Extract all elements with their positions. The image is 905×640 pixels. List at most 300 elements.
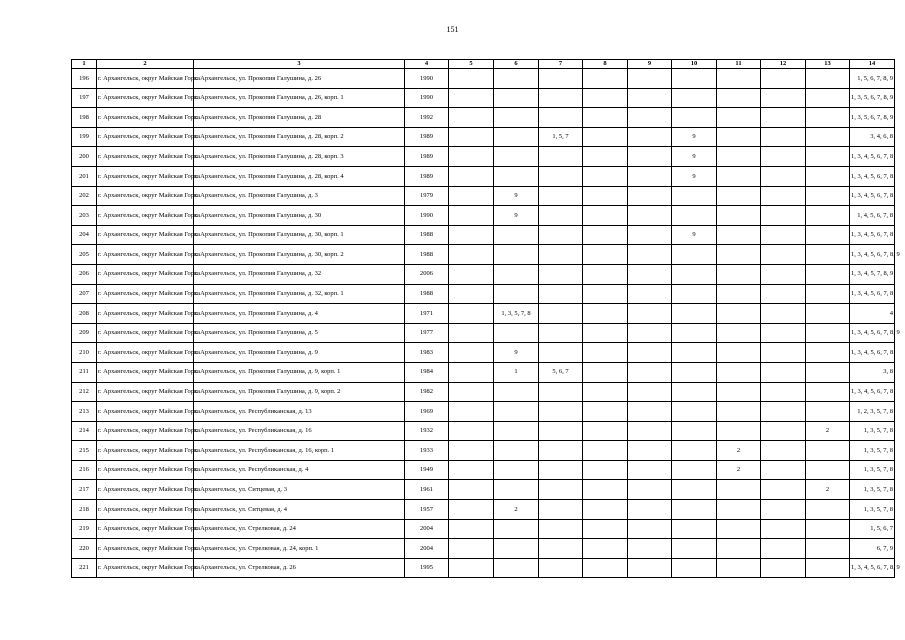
table-cell-col-3: г. Архангельск, ул. Ситцевая, д. 3: [194, 480, 405, 500]
table-cell-col-7: [539, 402, 583, 422]
table-cell-col-8: [583, 558, 628, 578]
table-cell-col-2: г. Архангельск, округ Майская Горка: [97, 402, 194, 422]
table-cell-col-1: 211: [72, 362, 97, 382]
table-cell-col-12: [761, 166, 806, 186]
table-cell-col-6: 9: [494, 343, 539, 363]
table-cell-col-9: [628, 225, 672, 245]
table-cell-col-11: [717, 323, 761, 343]
table-cell-col-7: [539, 500, 583, 520]
table-cell-col-4: 2004: [405, 539, 449, 559]
table-cell-col-7: [539, 264, 583, 284]
table-cell-col-9: [628, 108, 672, 128]
table-cell-col-14: 1, 3, 4, 5, 6, 7, 8: [850, 186, 895, 206]
table-cell-col-5: [449, 558, 494, 578]
table-cell-col-12: [761, 225, 806, 245]
table-cell-col-8: [583, 147, 628, 167]
table-cell-col-12: [761, 264, 806, 284]
table-cell-col-5: [449, 500, 494, 520]
table-cell-col-13: [806, 519, 850, 539]
table-cell-col-1: 218: [72, 500, 97, 520]
column-header-8: 8: [583, 60, 628, 69]
table-cell-col-8: [583, 69, 628, 89]
table-cell-col-12: [761, 519, 806, 539]
table-cell-col-3: г. Архангельск, ул. Республиканская, д. 16, корп. 1: [194, 441, 405, 461]
table-cell-col-12: [761, 127, 806, 147]
table-cell-col-12: [761, 460, 806, 480]
table-cell-col-3: г. Архангельск, ул. Прокопия Галушина, д. 9: [194, 343, 405, 363]
column-header-11: 11: [717, 60, 761, 69]
table-cell-col-13: [806, 284, 850, 304]
table-cell-col-12: [761, 421, 806, 441]
table-cell-col-14: 3, 8: [850, 362, 895, 382]
table-cell-col-4: 2004: [405, 519, 449, 539]
table-cell-col-12: [761, 245, 806, 265]
table-cell-col-13: [806, 264, 850, 284]
table-row: [72, 460, 895, 480]
table-row: [72, 500, 895, 520]
table-cell-col-9: [628, 500, 672, 520]
table-cell-col-9: [628, 343, 672, 363]
table-row: [72, 480, 895, 500]
table-cell-col-11: [717, 245, 761, 265]
table-cell-col-4: 1990: [405, 206, 449, 226]
table-cell-col-6: [494, 147, 539, 167]
table-cell-col-11: [717, 206, 761, 226]
table-cell-col-9: [628, 519, 672, 539]
table-cell-col-1: 196: [72, 69, 97, 89]
table-cell-col-9: [628, 460, 672, 480]
table-cell-col-10: [672, 108, 717, 128]
table-cell-col-11: [717, 284, 761, 304]
table-cell-col-4: 1932: [405, 421, 449, 441]
table-cell-col-11: [717, 186, 761, 206]
table-cell-col-13: [806, 186, 850, 206]
table-cell-col-3: г. Архангельск, ул. Прокопия Галушина, д. 28: [194, 108, 405, 128]
table-cell-col-7: [539, 245, 583, 265]
table-row: [72, 186, 895, 206]
table-cell-col-10: [672, 460, 717, 480]
table-cell-col-14: 1, 3, 5, 7, 8: [850, 500, 895, 520]
table-cell-col-9: [628, 127, 672, 147]
table-cell-col-4: 1971: [405, 304, 449, 324]
table-cell-col-10: [672, 539, 717, 559]
table-cell-col-14: 1, 3, 4, 5, 6, 7, 8: [850, 343, 895, 363]
table-cell-col-8: [583, 362, 628, 382]
table-cell-col-8: [583, 441, 628, 461]
table-cell-col-11: [717, 558, 761, 578]
table-cell-col-12: [761, 441, 806, 461]
table-cell-col-3: г. Архангельск, ул. Прокопия Галушина, д. 26: [194, 69, 405, 89]
table-row: [72, 343, 895, 363]
table-cell-col-4: 1989: [405, 127, 449, 147]
table-cell-col-4: 1983: [405, 343, 449, 363]
table-cell-col-2: г. Архангельск, округ Майская Горка: [97, 88, 194, 108]
table-cell-col-6: [494, 441, 539, 461]
table-cell-col-14: 1, 3, 4, 5, 6, 7, 8: [850, 225, 895, 245]
table-cell-col-10: [672, 206, 717, 226]
table-row: [72, 264, 895, 284]
table-cell-col-13: [806, 460, 850, 480]
table-cell-col-2: г. Архангельск, округ Майская Горка: [97, 480, 194, 500]
table-cell-col-9: [628, 264, 672, 284]
table-cell-col-5: [449, 108, 494, 128]
table-row: [72, 421, 895, 441]
table-cell-col-2: г. Архангельск, округ Майская Горка: [97, 108, 194, 128]
table-cell-col-13: [806, 88, 850, 108]
table-cell-col-6: [494, 421, 539, 441]
table-cell-col-13: [806, 69, 850, 89]
table-cell-col-3: г. Архангельск, ул. Прокопия Галушина, д. 30: [194, 206, 405, 226]
table-cell-col-7: [539, 225, 583, 245]
table-cell-col-7: [539, 460, 583, 480]
table-cell-col-2: г. Архангельск, округ Майская Горка: [97, 343, 194, 363]
table-cell-col-6: 9: [494, 206, 539, 226]
table-cell-col-12: [761, 147, 806, 167]
table-cell-col-8: [583, 539, 628, 559]
table-cell-col-12: [761, 88, 806, 108]
table-row: [72, 166, 895, 186]
table-cell-col-5: [449, 323, 494, 343]
table-cell-col-7: [539, 343, 583, 363]
table-cell-col-7: [539, 441, 583, 461]
table-cell-col-1: 217: [72, 480, 97, 500]
table-cell-col-13: [806, 382, 850, 402]
table-cell-col-9: [628, 421, 672, 441]
table-cell-col-12: [761, 69, 806, 89]
table-cell-col-5: [449, 147, 494, 167]
table-cell-col-4: 1988: [405, 245, 449, 265]
table-cell-col-3: г. Архангельск, ул. Прокопия Галушина, д. 30, корп. 2: [194, 245, 405, 265]
table-cell-col-14: 4: [850, 304, 895, 324]
table-cell-col-7: 1, 5, 7: [539, 127, 583, 147]
table-cell-col-7: [539, 304, 583, 324]
table-cell-col-6: 1: [494, 362, 539, 382]
building-registry-table: [71, 59, 900, 578]
table-cell-col-3: г. Архангельск, ул. Прокопия Галушина, д. 28, корп. 3: [194, 147, 405, 167]
table-cell-col-3: г. Архангельск, ул. Прокопия Галушина, д. 5: [194, 323, 405, 343]
column-header-5: 5: [449, 60, 494, 69]
table-cell-col-7: [539, 421, 583, 441]
table-cell-col-11: [717, 69, 761, 89]
table-cell-col-7: [539, 558, 583, 578]
table-cell-col-2: г. Архангельск, округ Майская Горка: [97, 558, 194, 578]
table-cell-col-10: 9: [672, 166, 717, 186]
table-cell-col-8: [583, 480, 628, 500]
table-cell-col-10: 9: [672, 147, 717, 167]
table-cell-col-12: [761, 108, 806, 128]
table-cell-col-9: [628, 69, 672, 89]
table-cell-col-6: [494, 323, 539, 343]
table-cell-col-5: [449, 166, 494, 186]
table-cell-col-4: 1988: [405, 284, 449, 304]
table-cell-col-9: [628, 480, 672, 500]
table-cell-col-14: 1, 3, 4, 5, 6, 7, 8, 9: [850, 323, 895, 343]
table-cell-col-8: [583, 402, 628, 422]
table-cell-col-2: г. Архангельск, округ Майская Горка: [97, 69, 194, 89]
table-cell-col-10: [672, 88, 717, 108]
table-cell-col-10: [672, 441, 717, 461]
table-cell-col-11: [717, 147, 761, 167]
table-cell-col-10: [672, 382, 717, 402]
table-cell-col-5: [449, 206, 494, 226]
table-cell-col-2: г. Архангельск, округ Майская Горка: [97, 166, 194, 186]
table-cell-col-1: 220: [72, 539, 97, 559]
table-cell-col-1: 201: [72, 166, 97, 186]
table-cell-col-4: 1988: [405, 225, 449, 245]
table-cell-col-11: [717, 264, 761, 284]
table-cell-col-12: [761, 284, 806, 304]
table-cell-col-1: 200: [72, 147, 97, 167]
table-cell-col-8: [583, 88, 628, 108]
table-cell-col-8: [583, 519, 628, 539]
table-row: [72, 206, 895, 226]
table-cell-col-6: [494, 245, 539, 265]
table-cell-col-3: г. Архангельск, ул. Прокопия Галушина, д. 32, корп. 1: [194, 284, 405, 304]
table-row: [72, 539, 895, 559]
column-header-6: 6: [494, 60, 539, 69]
table-cell-col-5: [449, 264, 494, 284]
table-cell-col-11: [717, 166, 761, 186]
table-cell-col-1: 216: [72, 460, 97, 480]
table-cell-col-10: [672, 284, 717, 304]
table-cell-col-7: [539, 108, 583, 128]
table-cell-col-4: 1992: [405, 108, 449, 128]
table-cell-col-2: г. Архангельск, округ Майская Горка: [97, 264, 194, 284]
table-cell-col-10: [672, 323, 717, 343]
table-cell-col-13: [806, 304, 850, 324]
table-cell-col-4: 1984: [405, 362, 449, 382]
table-cell-col-12: [761, 558, 806, 578]
table-cell-col-5: [449, 69, 494, 89]
table-cell-col-4: 1961: [405, 480, 449, 500]
table-row: [72, 323, 895, 343]
table-cell-col-11: 2: [717, 441, 761, 461]
table-cell-col-8: [583, 382, 628, 402]
table-row: [72, 402, 895, 422]
table-cell-col-14: 1, 3, 4, 5, 6, 7, 8: [850, 284, 895, 304]
table-cell-col-4: 1957: [405, 500, 449, 520]
table-cell-col-2: г. Архангельск, округ Майская Горка: [97, 186, 194, 206]
table-cell-col-6: [494, 402, 539, 422]
table-cell-col-14: 1, 3, 5, 6, 7, 8, 9: [850, 108, 895, 128]
table-cell-col-3: г. Архангельск, ул. Стрелковая, д. 24, корп. 1: [194, 539, 405, 559]
table-cell-col-14: 6, 7, 9: [850, 539, 895, 559]
table-cell-col-12: [761, 480, 806, 500]
table-cell-col-12: [761, 500, 806, 520]
table-cell-col-9: [628, 284, 672, 304]
table-cell-col-12: [761, 539, 806, 559]
table-cell-col-2: г. Архангельск, округ Майская Горка: [97, 206, 194, 226]
table-cell-col-11: [717, 304, 761, 324]
table-cell-col-1: 204: [72, 225, 97, 245]
table-cell-col-14: 1, 3, 4, 5, 6, 7, 8: [850, 382, 895, 402]
table-cell-col-1: 215: [72, 441, 97, 461]
table-cell-col-9: [628, 558, 672, 578]
table-cell-col-9: [628, 206, 672, 226]
table-cell-col-12: [761, 343, 806, 363]
table-cell-col-6: 9: [494, 186, 539, 206]
table-row: [72, 127, 895, 147]
table-cell-col-3: г. Архангельск, ул. Прокопия Галушина, д. 28, корп. 2: [194, 127, 405, 147]
table-row: [72, 441, 895, 461]
table-cell-col-8: [583, 460, 628, 480]
table-cell-col-14: 1, 3, 4, 5, 6, 7, 8: [850, 166, 895, 186]
table-cell-col-5: [449, 362, 494, 382]
table-cell-col-12: [761, 402, 806, 422]
table-cell-col-13: [806, 362, 850, 382]
table-cell-col-7: [539, 186, 583, 206]
table-cell-col-10: [672, 245, 717, 265]
table-cell-col-6: 1, 3, 5, 7, 8: [494, 304, 539, 324]
column-header-3: 3: [194, 60, 405, 69]
table-cell-col-1: 205: [72, 245, 97, 265]
table-cell-col-10: [672, 558, 717, 578]
table-cell-col-8: [583, 284, 628, 304]
table-cell-col-1: 206: [72, 264, 97, 284]
table-cell-col-5: [449, 245, 494, 265]
table-cell-col-3: г. Архангельск, ул. Прокопия Галушина, д. 4: [194, 304, 405, 324]
table-cell-col-8: [583, 108, 628, 128]
table-cell-col-7: [539, 480, 583, 500]
table-cell-col-14: 1, 3, 5, 6, 7, 8, 9: [850, 88, 895, 108]
table-cell-col-1: 199: [72, 127, 97, 147]
table-cell-col-12: [761, 323, 806, 343]
table-cell-col-11: [717, 88, 761, 108]
table-cell-col-9: [628, 441, 672, 461]
table-row: [72, 362, 895, 382]
table-cell-col-2: г. Архангельск, округ Майская Горка: [97, 323, 194, 343]
table-row: [72, 304, 895, 324]
table-cell-col-13: [806, 441, 850, 461]
table-cell-col-8: [583, 500, 628, 520]
table-cell-col-10: [672, 264, 717, 284]
table-row: [72, 108, 895, 128]
table-cell-col-1: 213: [72, 402, 97, 422]
table-cell-col-6: [494, 108, 539, 128]
table-row: [72, 558, 895, 578]
table-cell-col-2: г. Архангельск, округ Майская Горка: [97, 127, 194, 147]
table-cell-col-8: [583, 343, 628, 363]
table-cell-col-2: г. Архангельск, округ Майская Горка: [97, 147, 194, 167]
table-row: [72, 225, 895, 245]
table-cell-col-4: 1979: [405, 186, 449, 206]
table-cell-col-1: 208: [72, 304, 97, 324]
table-cell-col-14: 1, 3, 5, 7, 8: [850, 460, 895, 480]
table-cell-col-10: [672, 480, 717, 500]
table-cell-col-14: 1, 5, 6, 7: [850, 519, 895, 539]
table-cell-col-8: [583, 245, 628, 265]
column-header-4: 4: [405, 60, 449, 69]
column-header-9: 9: [628, 60, 672, 69]
table-cell-col-1: 203: [72, 206, 97, 226]
table-cell-col-4: 1989: [405, 147, 449, 167]
table-cell-col-13: [806, 127, 850, 147]
table-cell-col-7: [539, 539, 583, 559]
table-cell-col-11: [717, 500, 761, 520]
table-cell-col-10: 9: [672, 225, 717, 245]
table-cell-col-5: [449, 284, 494, 304]
table-cell-col-9: [628, 539, 672, 559]
table-cell-col-1: 214: [72, 421, 97, 441]
table-cell-col-11: [717, 225, 761, 245]
column-header-2: 2: [97, 60, 194, 69]
table-cell-col-6: 2: [494, 500, 539, 520]
table-cell-col-7: [539, 88, 583, 108]
table-cell-col-3: г. Архангельск, ул. Ситцевая, д. 4: [194, 500, 405, 520]
table-cell-col-11: [717, 480, 761, 500]
column-header-14: 14: [850, 60, 895, 69]
table-cell-col-3: г. Архангельск, ул. Прокопия Галушина, д. 26, корп. 1: [194, 88, 405, 108]
table-cell-col-5: [449, 480, 494, 500]
table-cell-col-8: [583, 166, 628, 186]
table-cell-col-9: [628, 382, 672, 402]
table-cell-col-13: [806, 225, 850, 245]
table-cell-col-10: [672, 519, 717, 539]
table-header-row: [72, 60, 895, 69]
table-cell-col-5: [449, 304, 494, 324]
table-cell-col-8: [583, 264, 628, 284]
table-cell-col-10: [672, 186, 717, 206]
table-cell-col-8: [583, 304, 628, 324]
table-cell-col-11: [717, 343, 761, 363]
table-cell-col-1: 197: [72, 88, 97, 108]
table-cell-col-7: [539, 69, 583, 89]
table-row: [72, 519, 895, 539]
table-cell-col-10: 9: [672, 127, 717, 147]
table-body: [72, 69, 900, 578]
table-cell-col-11: [717, 519, 761, 539]
table-cell-col-5: [449, 186, 494, 206]
table-cell-col-14: 1, 3, 5, 7, 8: [850, 480, 895, 500]
table-cell-col-2: г. Архангельск, округ Майская Горка: [97, 362, 194, 382]
table-cell-col-1: 219: [72, 519, 97, 539]
table-cell-col-2: г. Архангельск, округ Майская Горка: [97, 284, 194, 304]
table-cell-col-12: [761, 362, 806, 382]
table-cell-col-9: [628, 362, 672, 382]
table-cell-col-14: 1, 3, 4, 5, 7, 8, 9: [850, 264, 895, 284]
table-cell-col-1: 202: [72, 186, 97, 206]
table-cell-col-12: [761, 304, 806, 324]
table-cell-col-6: [494, 127, 539, 147]
table-cell-col-11: [717, 539, 761, 559]
table-row: [72, 382, 895, 402]
column-header-1: 1: [72, 60, 97, 69]
table-cell-col-10: [672, 343, 717, 363]
table-cell-col-2: г. Архангельск, округ Майская Горка: [97, 500, 194, 520]
table-cell-col-4: 1995: [405, 558, 449, 578]
table-cell-col-3: г. Архангельск, ул. Прокопия Галушина, д. 3: [194, 186, 405, 206]
table-cell-col-8: [583, 421, 628, 441]
table-cell-col-2: г. Архангельск, округ Майская Горка: [97, 441, 194, 461]
table-cell-col-6: [494, 88, 539, 108]
table-cell-col-10: [672, 402, 717, 422]
table-cell-col-13: [806, 108, 850, 128]
table-cell-col-1: 212: [72, 382, 97, 402]
table-cell-col-13: [806, 558, 850, 578]
table-cell-col-6: [494, 519, 539, 539]
table-cell-col-11: [717, 362, 761, 382]
table-cell-col-14: 1, 3, 5, 7, 8: [850, 421, 895, 441]
table-cell-col-13: [806, 343, 850, 363]
table-cell-col-5: [449, 539, 494, 559]
table-cell-col-14: 1, 4, 5, 6, 7, 8: [850, 206, 895, 226]
table-cell-col-4: 1990: [405, 88, 449, 108]
table-cell-col-3: г. Архангельск, ул. Прокопия Галушина, д. 9, корп. 2: [194, 382, 405, 402]
table-cell-col-8: [583, 127, 628, 147]
table-cell-col-12: [761, 206, 806, 226]
table-cell-col-7: [539, 206, 583, 226]
table-cell-col-10: [672, 421, 717, 441]
